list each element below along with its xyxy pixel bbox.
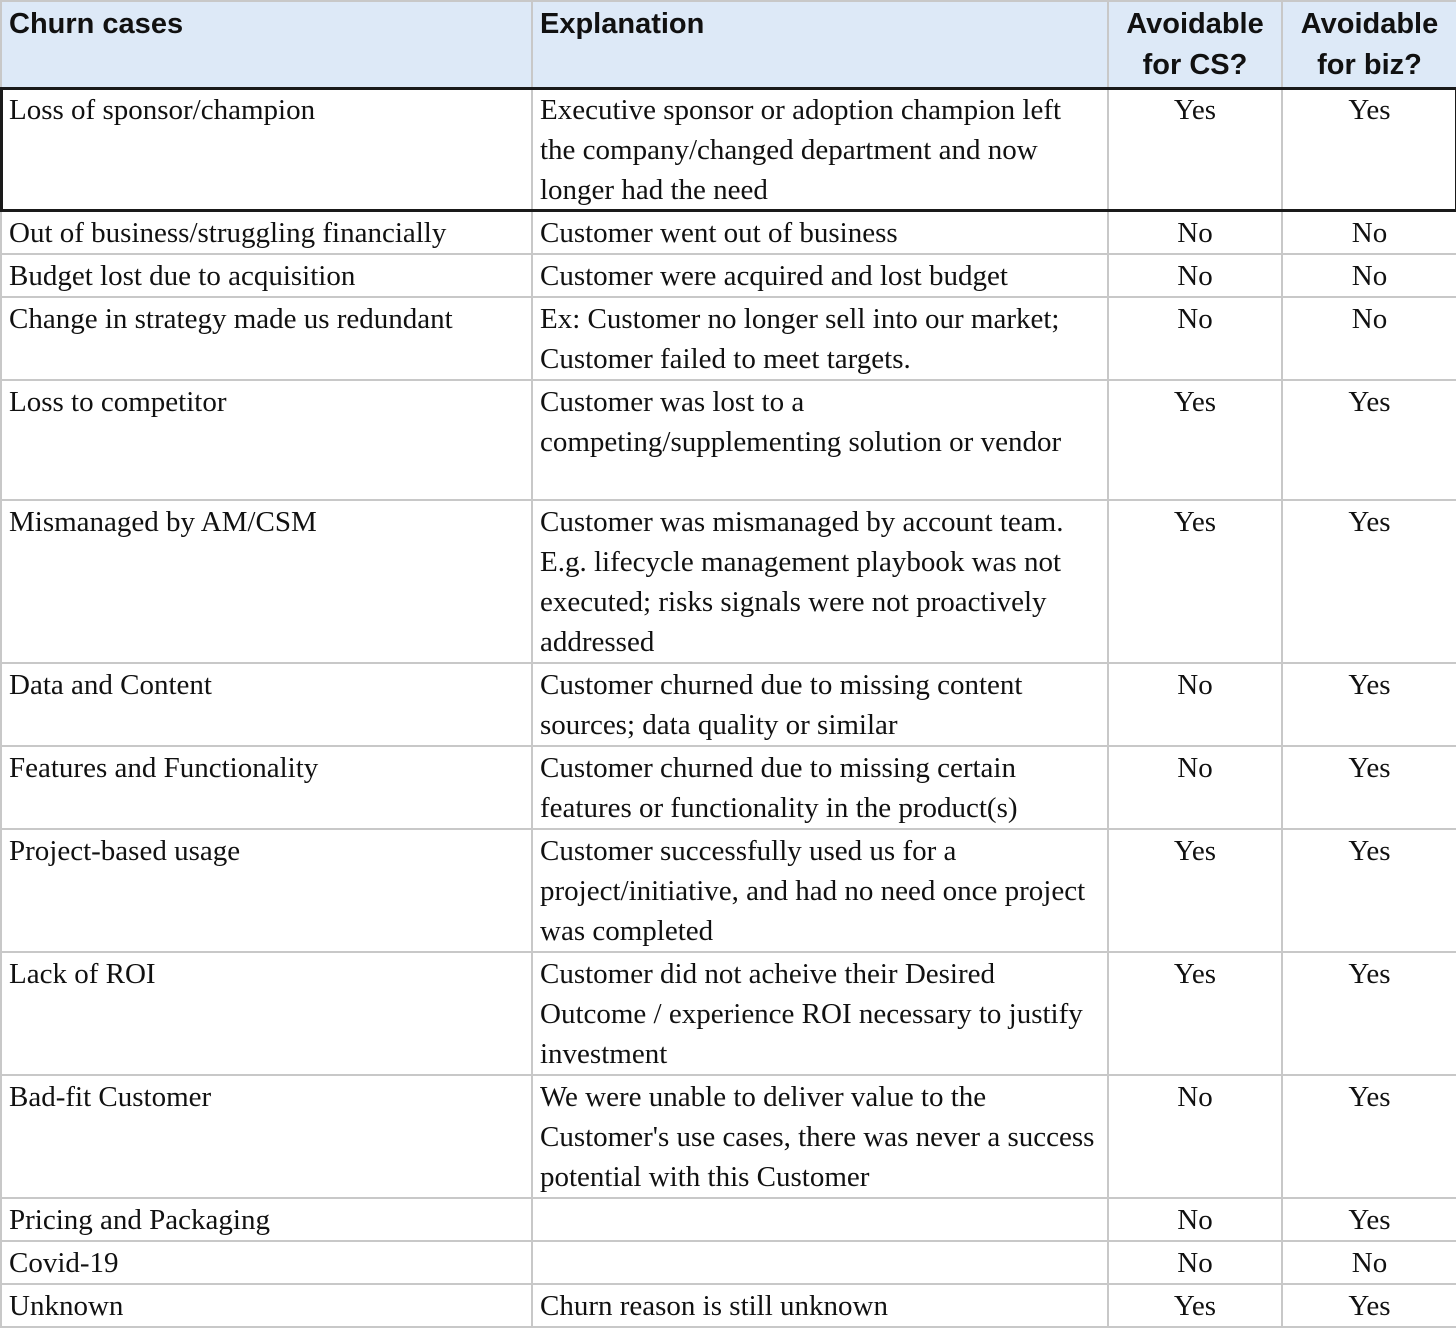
- avoidable-biz-cell[interactable]: Yes: [1282, 380, 1456, 500]
- table-row: [1, 380, 1456, 500]
- churn-case-cell[interactable]: Budget lost due to acquisition: [1, 254, 532, 297]
- avoidable-biz-cell[interactable]: Yes: [1282, 829, 1456, 952]
- explanation-cell[interactable]: [532, 1241, 1108, 1284]
- explanation-cell[interactable]: [532, 1198, 1108, 1241]
- churn-case-cell[interactable]: Unknown: [1, 1284, 532, 1327]
- avoidable-cs-cell[interactable]: Yes: [1108, 952, 1282, 1075]
- avoidable-cs-cell[interactable]: Yes: [1108, 380, 1282, 500]
- avoidable-biz-cell[interactable]: Yes: [1282, 663, 1456, 746]
- avoidable-cs-cell[interactable]: No: [1108, 211, 1282, 254]
- churn-case-cell[interactable]: Loss of sponsor/champion: [1, 88, 532, 211]
- avoidable-biz-cell[interactable]: Yes: [1282, 1075, 1456, 1198]
- explanation-cell[interactable]: We were unable to deliver value to the Customer's use cases, there was never a success potential with this Customer: [532, 1075, 1108, 1198]
- avoidable-biz-cell[interactable]: Yes: [1282, 952, 1456, 1075]
- header-churn-cases[interactable]: Churn cases: [1, 1, 532, 88]
- explanation-cell[interactable]: Customer churned due to missing certain features or functionality in the product(s): [532, 746, 1108, 829]
- churn-case-cell[interactable]: Covid-19: [1, 1241, 532, 1284]
- table-row: [1, 952, 1456, 1075]
- avoidable-cs-cell[interactable]: No: [1108, 1198, 1282, 1241]
- explanation-cell[interactable]: Customer was lost to a competing/supplementing solution or vendor: [532, 380, 1108, 500]
- avoidable-cs-cell[interactable]: Yes: [1108, 1284, 1282, 1327]
- table-row: [1, 500, 1456, 663]
- avoidable-cs-cell[interactable]: No: [1108, 254, 1282, 297]
- table-row: [1, 663, 1456, 746]
- avoidable-cs-cell[interactable]: No: [1108, 663, 1282, 746]
- table-row: [1, 746, 1456, 829]
- churn-case-cell[interactable]: Features and Functionality: [1, 746, 532, 829]
- explanation-cell[interactable]: Ex: Customer no longer sell into our market; Customer failed to meet targets.: [532, 297, 1108, 380]
- churn-case-cell[interactable]: Project-based usage: [1, 829, 532, 952]
- table-row: [1, 254, 1456, 297]
- avoidable-biz-cell[interactable]: No: [1282, 1241, 1456, 1284]
- avoidable-biz-cell[interactable]: No: [1282, 211, 1456, 254]
- table-row: [1, 297, 1456, 380]
- table-row: [1, 1198, 1456, 1241]
- avoidable-biz-cell[interactable]: Yes: [1282, 500, 1456, 663]
- table-row: [1, 88, 1456, 211]
- explanation-cell[interactable]: Customer did not acheive their Desired Outcome / experience ROI necessary to justify investment: [532, 952, 1108, 1075]
- explanation-cell[interactable]: Customer successfully used us for a project/initiative, and had no need once project was completed: [532, 829, 1108, 952]
- avoidable-cs-cell[interactable]: No: [1108, 297, 1282, 380]
- table-row: [1, 1075, 1456, 1198]
- avoidable-biz-cell[interactable]: Yes: [1282, 1284, 1456, 1327]
- churn-case-cell[interactable]: Change in strategy made us redundant: [1, 297, 532, 380]
- explanation-cell[interactable]: Customer was mismanaged by account team. E.g. lifecycle management playbook was not executed; risks signals were not proactively addressed: [532, 500, 1108, 663]
- explanation-cell[interactable]: Customer went out of business: [532, 211, 1108, 254]
- avoidable-cs-cell[interactable]: Yes: [1108, 88, 1282, 211]
- header-avoidable-for-biz[interactable]: Avoidable for biz?: [1282, 1, 1456, 88]
- churn-case-cell[interactable]: Lack of ROI: [1, 952, 532, 1075]
- table-row: [1, 829, 1456, 952]
- churn-case-cell[interactable]: Out of business/struggling financially: [1, 211, 532, 254]
- avoidable-cs-cell[interactable]: No: [1108, 1075, 1282, 1198]
- churn-case-cell[interactable]: Loss to competitor: [1, 380, 532, 500]
- avoidable-biz-cell[interactable]: Yes: [1282, 1198, 1456, 1241]
- avoidable-biz-cell[interactable]: Yes: [1282, 88, 1456, 211]
- avoidable-biz-cell[interactable]: No: [1282, 254, 1456, 297]
- avoidable-cs-cell[interactable]: No: [1108, 746, 1282, 829]
- churn-case-cell[interactable]: Data and Content: [1, 663, 532, 746]
- avoidable-biz-cell[interactable]: No: [1282, 297, 1456, 380]
- churn-case-cell[interactable]: Pricing and Packaging: [1, 1198, 532, 1241]
- table-row: [1, 211, 1456, 254]
- churn-case-cell[interactable]: Bad-fit Customer: [1, 1075, 532, 1198]
- table-row: [1, 1284, 1456, 1327]
- header-explanation[interactable]: Explanation: [532, 1, 1108, 88]
- avoidable-cs-cell[interactable]: Yes: [1108, 500, 1282, 663]
- avoidable-biz-cell[interactable]: Yes: [1282, 746, 1456, 829]
- explanation-cell[interactable]: Executive sponsor or adoption champion left the company/changed department and now longer had the need: [532, 88, 1108, 211]
- explanation-cell[interactable]: Customer churned due to missing content sources; data quality or similar: [532, 663, 1108, 746]
- header-row: [1, 1, 1456, 88]
- explanation-cell[interactable]: Customer were acquired and lost budget: [532, 254, 1108, 297]
- avoidable-cs-cell[interactable]: Yes: [1108, 829, 1282, 952]
- explanation-cell[interactable]: Churn reason is still unknown: [532, 1284, 1108, 1327]
- avoidable-cs-cell[interactable]: No: [1108, 1241, 1282, 1284]
- header-avoidable-for-cs[interactable]: Avoidable for CS?: [1108, 1, 1282, 88]
- table-row: [1, 1241, 1456, 1284]
- churn-case-cell[interactable]: Mismanaged by AM/CSM: [1, 500, 532, 663]
